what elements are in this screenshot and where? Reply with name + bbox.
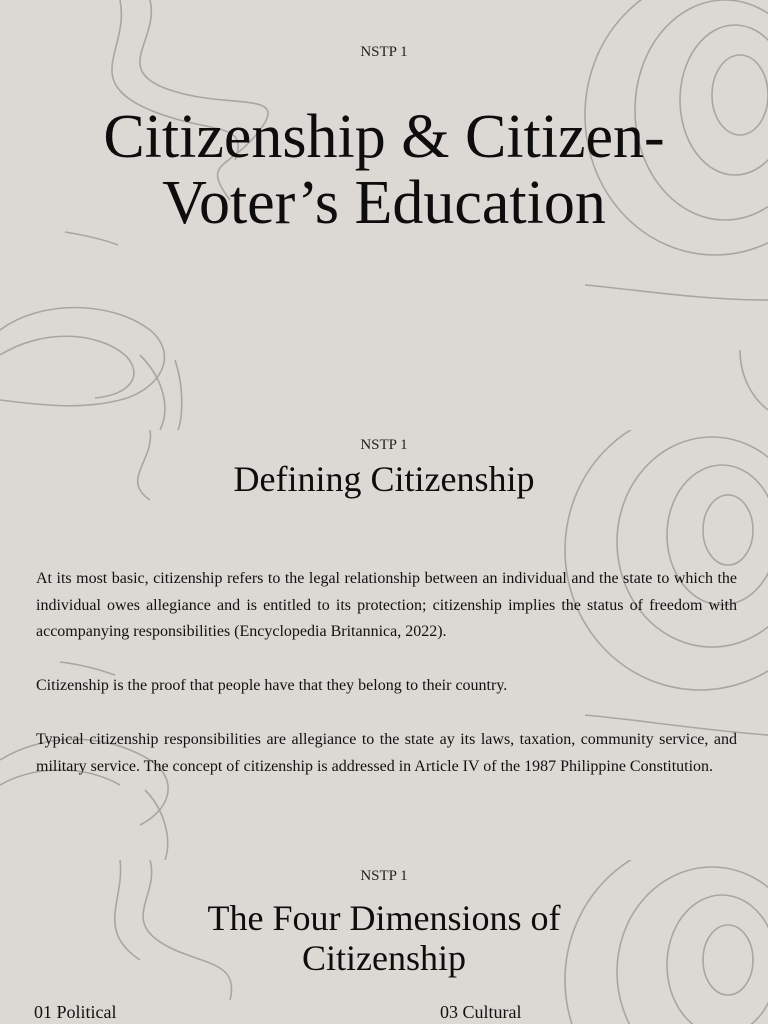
page-title bbox=[0, 104, 768, 236]
title-line-1: Citizenship & Citizen- bbox=[103, 103, 665, 171]
section-heading: Defining Citizenship bbox=[233, 459, 535, 499]
dimension-political: 01 Political bbox=[34, 1002, 117, 1022]
slide-four-dimensions bbox=[0, 860, 768, 1024]
slide-title bbox=[0, 0, 768, 430]
paragraph-responsibilities: Typical citizenship responsibilities are allegiance to the state ay its laws, taxation, community service, and military service. The concept of citizenship is addressed in Article IV of the 1987 Philippine Constitution. bbox=[36, 731, 737, 775]
paragraph-definition: At its most basic, citizenship refers to the legal relationship between an individual and the state to which the individual owes allegiance and is entitled to its protection; citizenship implies the status of freedom with accompanying responsibilities (Encyclopedia Britannica, 2022). bbox=[36, 570, 737, 640]
paragraph-proof: Citizenship is the proof that people have that they belong to their country. bbox=[36, 677, 508, 694]
course-label: NSTP 1 bbox=[360, 868, 408, 884]
section-heading bbox=[0, 898, 768, 978]
heading-line-2: Citizenship bbox=[302, 938, 466, 978]
heading-line-1: The Four Dimensions of bbox=[207, 898, 561, 938]
slide-defining-citizenship bbox=[0, 430, 768, 860]
course-label: NSTP 1 bbox=[360, 44, 408, 60]
title-line-2: Voter’s Education bbox=[162, 169, 606, 237]
course-label: NSTP 1 bbox=[360, 437, 408, 453]
dimension-cultural: 03 Cultural bbox=[440, 1002, 522, 1022]
